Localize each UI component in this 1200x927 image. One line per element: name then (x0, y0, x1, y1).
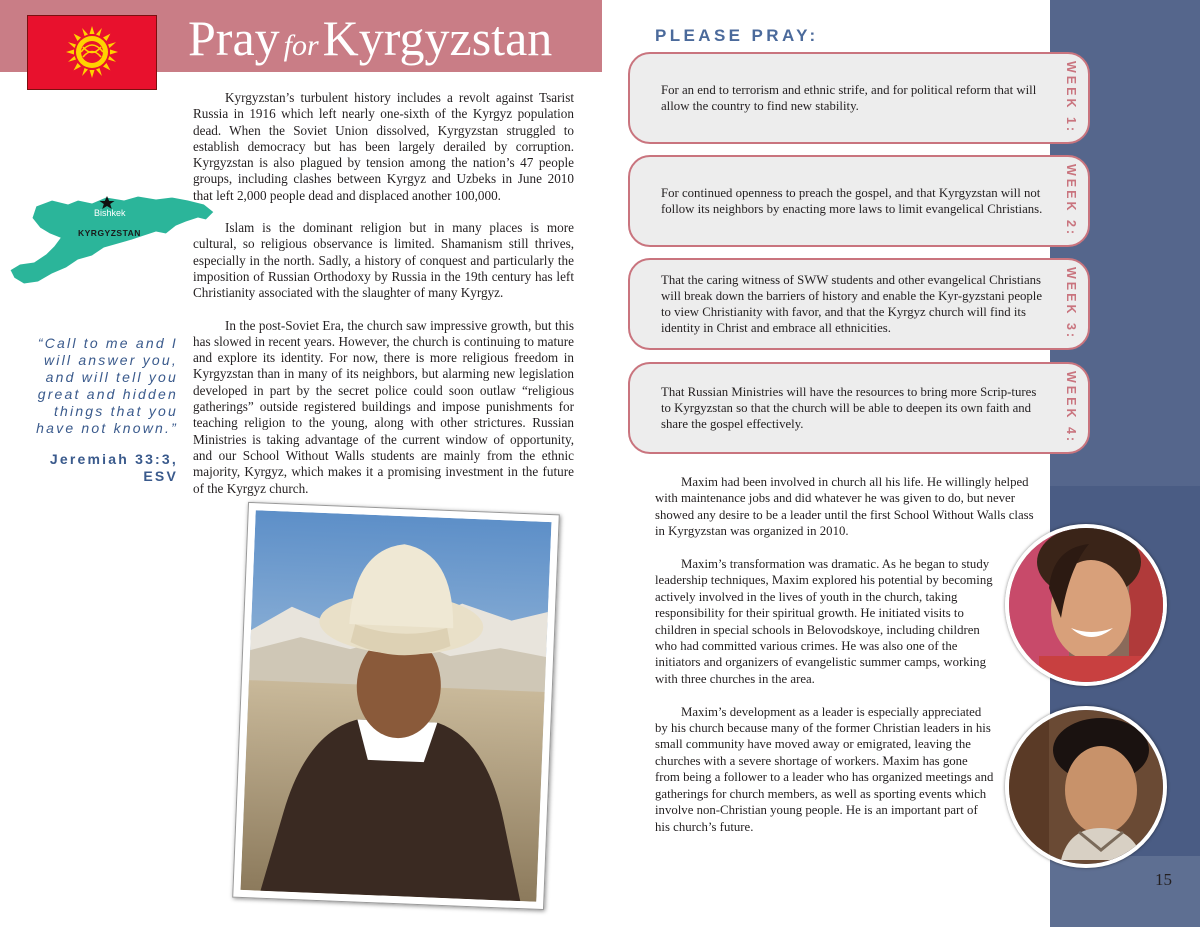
week-1-label: WEEK 1: (1064, 61, 1078, 135)
intro-article (193, 90, 574, 513)
week-1-card (628, 52, 1090, 144)
please-pray-heading: PLEASE PRAY: (655, 26, 819, 45)
title-word-country: Kyrgyzstan (322, 10, 553, 66)
story-paragraph: Maxim had been involved in church all his life. He willingly helped with maintenance jobs and did whatever he was given to do, but never showed any desire to be a leader until the first School Without Walls class in Kyrgyzstan was organized in 2010. (655, 475, 1034, 539)
week-1-text: For an end to terrorism and ethnic strife, and for political reform that will allow the country to find new stability. (661, 82, 1037, 113)
map-city-label: Bishkek (94, 208, 126, 218)
quote-text: “Call to me and I will answer you, and will tell you great and hidden things that you have not known.” (36, 335, 178, 436)
maxim-photo (1005, 706, 1167, 868)
week-4-label: WEEK 4: (1064, 371, 1078, 445)
week-2-label: WEEK 2: (1064, 164, 1078, 238)
map-country-label: KYRGYZSTAN (78, 228, 141, 238)
maxim-story (655, 474, 1042, 851)
kyrgyzstan-map (6, 188, 218, 292)
quote-reference: Jeremiah 33:3, ESV (49, 451, 178, 484)
week-2-text: For continued openness to preach the gospel, and that Kyrgyzstan will not follow its neighbors by enacting more laws to limit evangelical Christians. (661, 185, 1043, 216)
week-3-label: WEEK 3: (1064, 267, 1078, 341)
title-word-pray: Pray (188, 10, 280, 66)
article-paragraph: Islam is the dominant religion but in many places is more cultural, so religious observance is limited. Shamanism still thrives, especially in the north. Sadly, a history of conquest and particularly the imposition of Russian Orthodoxy by Russia in the 19th century has left Christianity associated with the slaughter of many Kyrgyz. (193, 220, 574, 301)
page-number: 15 (1155, 870, 1172, 889)
title-word-for: for (283, 29, 319, 62)
scripture-quote (28, 335, 178, 485)
week-3-card (628, 258, 1090, 350)
week-3-text: That the caring witness of SWW students and other evangelical Christians will break down the barriers of history and enable the Kyr-gyzstani people to view Christianity with favor, and that the Kyrgyz church will find its identity in Christ and embrace all ethnicities. (661, 272, 1043, 336)
man-portrait-photo (232, 502, 560, 910)
kyrgyzstan-flag (27, 15, 157, 90)
article-paragraph: In the post-Soviet Era, the church saw impressive growth, but this has slowed in recent years. However, the church is continuing to mature and explore its identity. For now, there is more religious freedom in Kyrgyzstan than in many of its neighbors, but alarming new legislation developed in part by the secret police could soon outlaw “religious gatherings” outside registered buildings and impose punishments for teaching religion to the young, along with other strictures. Russian Ministries is taking advantage of the current window of opportunity, and our School Without Walls students are mainly from the ethnic majority, Kyrgyz, which makes it a promising investment in the future of the Kyrgyz church. (193, 317, 574, 496)
story-paragraph: Maxim’s transformation was dramatic. As he began to study leadership techniques, Maxim explored his potential by becoming actively involved in the lives of youth in the church, taking responsibility for their spiritual growth. He initiated visits to children in special schools in Belovodskoye, including children who had committed various crimes. He was also one of the initiators and organizers of evangelistic summer camps, working with three churches in the area. (655, 557, 993, 686)
article-paragraph: Kyrgyzstan’s turbulent history includes a revolt against Tsarist Russia in 1916 which left nearly one-sixth of the Kyrgyz population dead. When the Soviet Union dissolved, Kyrgyzstan struggled to establish democracy but has been largely derailed by corruption. Kyrgyzstan is also plagued by tension among the nation’s 47 people groups, including clashes between Kyrgyz and Uzbeks in June 2010 that left 2,000 people dead and displaced another 100,000. (193, 90, 574, 203)
smiling-girl-photo (1005, 524, 1167, 686)
page-title (188, 6, 552, 78)
week-4-card (628, 362, 1090, 454)
story-paragraph: Maxim’s development as a leader is especially appreciated by his church because many of the former Christian leaders in his small community have moved away or emigrated, leaving the churches with a severe shortage of workers. Maxim has gone from being a follower to a leader who has organized meetings and gatherings for church members, as well as sporting events which involve non-Christian young people. He is an important part of his church’s future. (655, 704, 994, 834)
week-2-card (628, 155, 1090, 247)
week-4-text: That Russian Ministries will have the resources to bring more Scrip-tures to Kyrgyzstan so that the church will be able to deepen its own faith and share the gospel effectively. (661, 384, 1037, 432)
